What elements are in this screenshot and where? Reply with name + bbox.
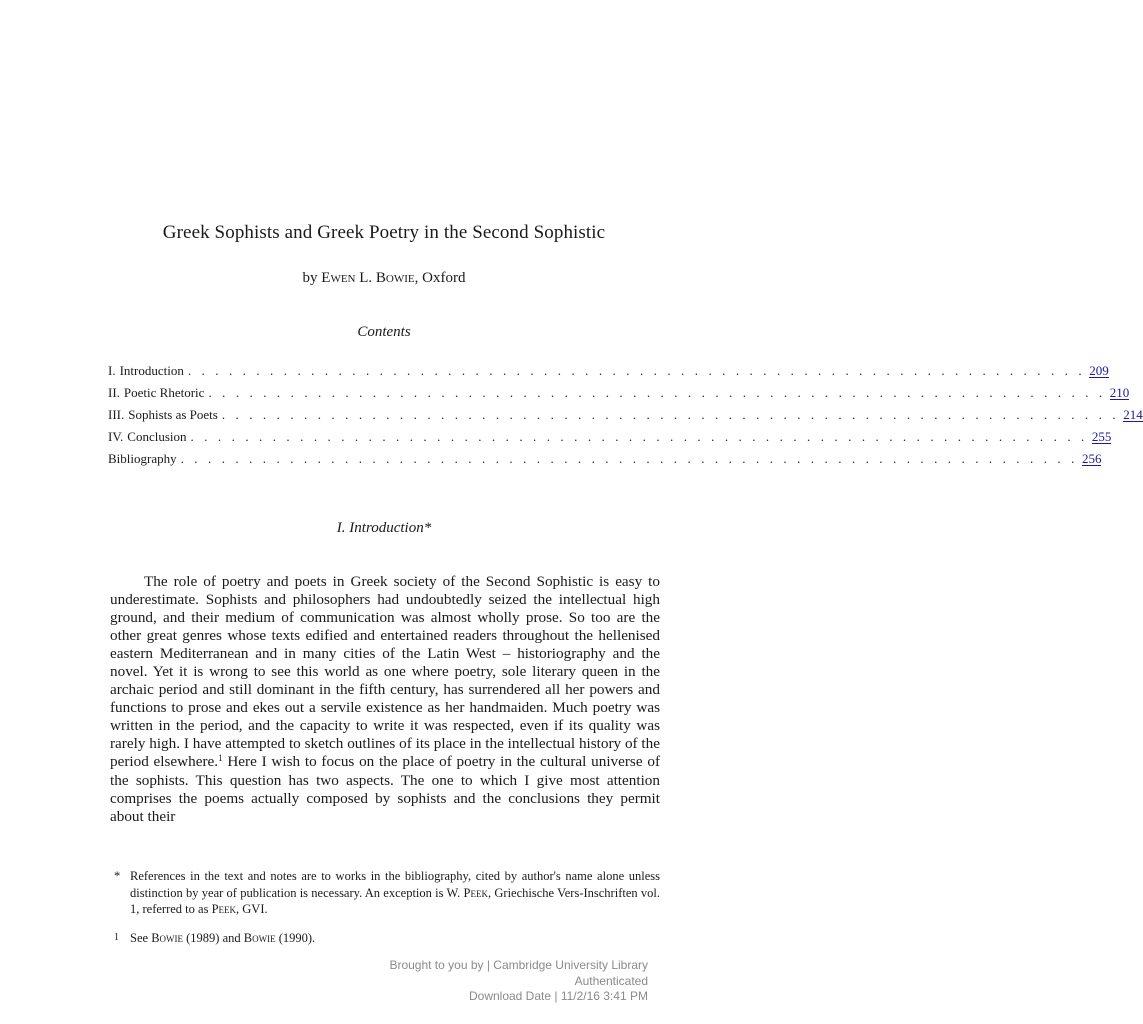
- author-name: Ewen L. Bowie: [321, 270, 415, 286]
- footnote-star: [114, 868, 660, 918]
- toc-leader-dots: . . . . . . . . . . . . . . . . . . . . . . . . . . . . . . . . . . . . . . . . . . . . . . . . . . . . . . . . . . . . . . . . . .: [221, 407, 1120, 422]
- cited-author: Bowie: [243, 931, 276, 945]
- toc-leader-dots: . . . . . . . . . . . . . . . . . . . . . . . . . . . . . . . . . . . . . . . . . . . . . . . . . . . . . . . . . . . . . . . . . .: [190, 429, 1088, 444]
- body-text-part2: Here I wish to focus on the place of poetry in the cultural universe of the sophists. This question has two aspects. The one to which I give most attention comprises the poems actually composed by sophists and the conclusions they permit about their: [110, 753, 660, 825]
- footnote-marker: *: [114, 869, 121, 883]
- footnote-text: References in the text and notes are to works in the bibliography, cited by author's name alone unless distinction by year of publication is necessary. An exception is W. Peek, Griechische Vers-Inschriften vol. 1, referred to as Peek, GVI.: [130, 869, 660, 916]
- watermark-line-provider: Brought to you by | Cambridge University Library: [389, 958, 648, 972]
- toc-leader-dots: . . . . . . . . . . . . . . . . . . . . . . . . . . . . . . . . . . . . . . . . . . . . . . . . . . . . . . . . . . . . . . . . . .: [180, 451, 1078, 466]
- toc-page-link[interactable]: 209: [1089, 363, 1109, 378]
- watermark-line-status: Authenticated: [574, 973, 648, 988]
- paper-title: Greek Sophists and Greek Poetry in the Second Sophistic: [162, 222, 606, 243]
- body-paragraph: [110, 573, 660, 826]
- toc-title: Conclusion: [127, 429, 187, 444]
- cited-author: Peek: [463, 885, 488, 900]
- toc-page-link[interactable]: 256: [1081, 451, 1102, 466]
- toc-page-link[interactable]: 255: [1091, 429, 1112, 444]
- toc-entry-bibliography: [108, 451, 1102, 473]
- toc-page-link[interactable]: 210: [1109, 385, 1130, 400]
- byline: [0, 270, 768, 287]
- toc-leader-dots: . . . . . . . . . . . . . . . . . . . . . . . . . . . . . . . . . . . . . . . . . . . . . . . . . . . . . . . . . . . . . . . . . .: [187, 363, 1086, 378]
- toc-number: IV.: [108, 429, 124, 444]
- toc-title: Poetic Rhetoric: [123, 385, 205, 400]
- toc-title: Bibliography: [108, 451, 177, 466]
- footnote-marker: 1: [114, 932, 119, 943]
- section-heading: I. Introduction*: [336, 520, 432, 536]
- cited-author: Peek: [211, 902, 237, 916]
- footnote-1: 1 See Bowie (1989) and Bowie (1990).: [114, 931, 316, 945]
- toc-entry-conclusion: [108, 429, 1112, 451]
- toc-leader-dots: . . . . . . . . . . . . . . . . . . . . . . . . . . . . . . . . . . . . . . . . . . . . . . . . . . . . . . . . . . . . . . . . . .: [208, 385, 1106, 400]
- toc-title: Introduction: [119, 363, 184, 378]
- toc-title: Sophists as Poets: [128, 407, 218, 422]
- toc-number: I.: [108, 363, 116, 378]
- toc-number: II.: [108, 385, 120, 400]
- watermark-line-date: Download Date | 11/2/16 3:41 PM: [468, 989, 648, 1003]
- toc-number: III.: [108, 407, 125, 422]
- cited-author: Bowie: [151, 931, 184, 945]
- toc-entry-poetic-rhetoric: [108, 385, 1130, 407]
- toc-entry-sophists-as-poets: [108, 407, 1143, 429]
- byline-prefix: by: [302, 270, 322, 286]
- toc-entry-introduction: [108, 363, 1109, 385]
- access-watermark: [340, 958, 648, 1005]
- toc-page-link[interactable]: 214: [1123, 407, 1143, 422]
- body-text-part1: The role of poetry and poets in Greek society of the Second Sophistic is easy to underestimate. Sophists and philosophers had undoubtedly seized the intellectual high ground, and their medium of communication was almost wholly prose. So too are the other great genres whose texts edified and entertained readers throughout the hellenised eastern Mediterranean and in many cities of the Latin West – historiography and the novel. Yet it is wrong to see this world as one where poetry, sole literary queen in the archaic period and still dominant in the fifth century, has surrendered all her powers and functions to prose and ekes out a servile existence as her handmaiden. Much poetry was written in the period, and the capacity to write it was respected, even if its quality was rarely high. I have attempted to sketch outlines of its place in the intellectual history of the period elsewhere.: [110, 573, 660, 771]
- byline-affiliation: , Oxford: [414, 270, 466, 286]
- footnote-reference[interactable]: 1: [218, 753, 223, 764]
- contents-heading: Contents: [357, 324, 411, 340]
- table-of-contents: [108, 363, 1143, 473]
